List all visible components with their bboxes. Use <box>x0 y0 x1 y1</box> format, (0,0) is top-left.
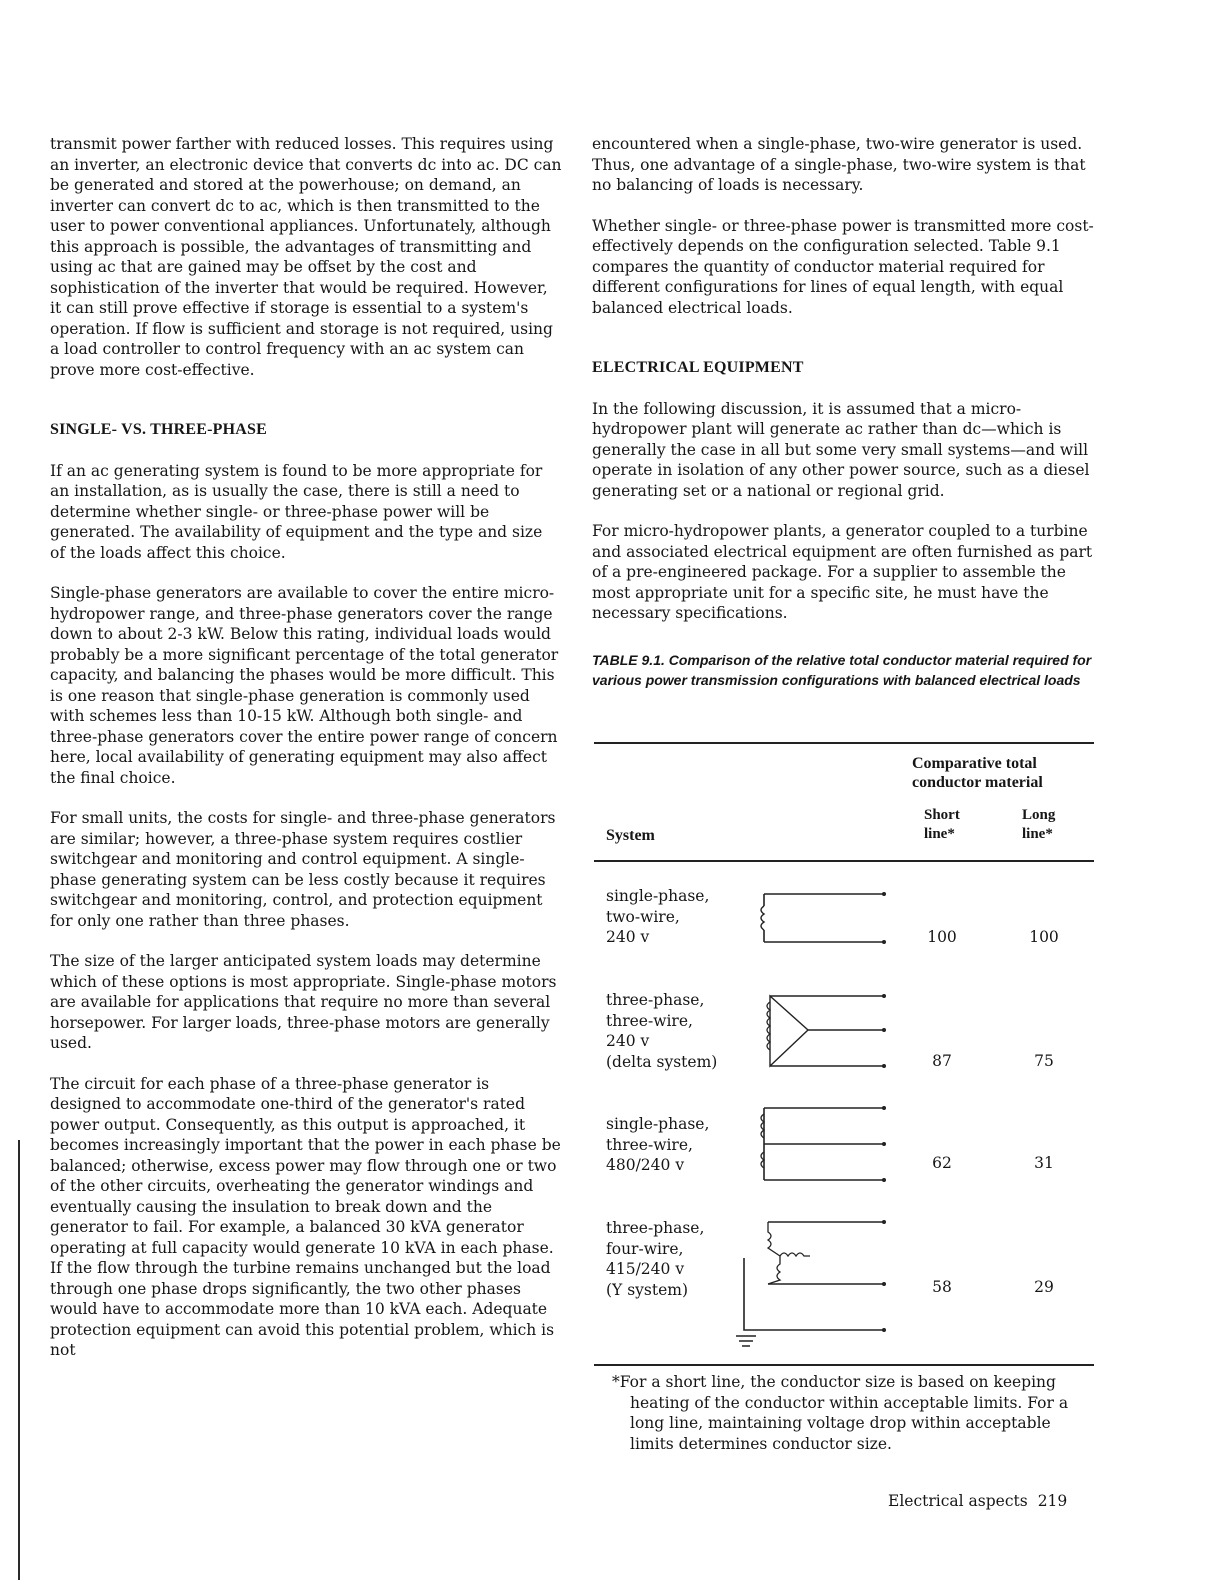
table-caption <box>592 650 1098 690</box>
column-header-short-line: Short line* <box>924 807 960 842</box>
section-heading-single-vs-three-phase: SINGLE- VS. THREE-PHASE <box>50 421 267 438</box>
single-phase-two-wire-diagram <box>750 882 890 952</box>
long-line-value-4: 29 <box>1034 1278 1054 1296</box>
system-line: three-phase, <box>606 1219 705 1237</box>
right-paragraph-1: encountered when a single-phase, two-wire generator is used. Thus, one advantage of a single-phase, two-wire system is that no balancing of loads is necessary. <box>592 135 1086 194</box>
right-paragraph-3: In the following discussion, it is assumed that a micro-hydropower plant will generate ac rather than dc—which is generally the case in all but some very small systems—and will operate in isolation of any other power source, such as a diesel generating set or a national or regional grid. <box>592 399 1090 500</box>
short-line-value-4: 58 <box>932 1278 952 1296</box>
long-line-value-2: 75 <box>1034 1052 1054 1070</box>
left-paragraph-6: The circuit for each phase of a three-phase generator is designed to accommodate one-third of the generator's rated power output. Consequently, as this output is approached, it becomes increasingly important that the power in each phase be balanced; otherwise, excess power may flow through one or two of the other circuits, overheating the generator windings and eventually causing the insulation to break down and the generator to fail. For example, a balanced 30 kVA generator operating at full capacity would generate 10 kVA in each phase. If the flow through the turbine remains unchanged but the load through one phase drops significantly, the two other phases would have to accommodate more than 10 kVA each. Adequate protection equipment can avoid this potential problem, which is not <box>50 1074 561 1359</box>
system-line: single-phase, <box>606 1115 710 1133</box>
table-top-rule <box>594 742 1094 744</box>
left-paragraph-2: If an ac generating system is found to be more appropriate for an installation, as is usually the case, there is still a need to determine whether single- or three-phase power will be generated. The availability of equipment and the type and size of the loads affect this choice. <box>50 461 543 562</box>
column-header-system: System <box>606 827 655 844</box>
left-paragraph-3: Single-phase generators are available to cover the entire micro-hydropower range, and three-phase generators cover the range down to about 2-3 kW. Below this rating, individual loads would probably be a more significant percentage of the total generator capacity, and balancing the phases would be more difficult. This is one reason that single-phase generation is commonly used with schemes less than 10-15 kW. Although both single- and three-phase generators cover the entire power range of concern here, local availability of generating equipment may also affect the final choice. <box>50 584 559 787</box>
table-caption-text: Comparison of the relative total conductor material required for various power transmission configurations with balanced electrical loads <box>592 651 1092 688</box>
right-paragraph-4: For micro-hydropower plants, a generator coupled to a turbine and associated electrical equipment are often furnished as part of a pre-engineered package. For a supplier to assemble the most appropriate unit for a specific site, he must have the necessary specifications. <box>592 522 1093 622</box>
left-paragraph-1: transmit power farther with reduced losses. This requires using an inverter, an electronic device that converts dc into ac. DC can be generated and stored at the powerhouse; on demand, an inverter can convert dc to ac, which is then transmitted to the user to power conventional appliances. Unfortunately, although this approach is possible, the advantages of transmitting and using ac that are gained may be offset by the cost and sophistication of the inverter that would be required. However, it can still prove effective if storage is essential to a system's operation. If flow is sufficient and storage is not required, using a load controller to control frequency with an ac system can prove more cost-effective. <box>50 135 562 379</box>
running-footer-section: Electrical aspects <box>888 1492 1028 1510</box>
right-paragraph-2: Whether single- or three-phase power is transmitted more cost-effectively depends on the configuration selected. Table 9.1 compares the quantity of conductor material required for different configurations for lines of equal length, with equal balanced electrical loads. <box>592 216 1094 317</box>
group-header-line-1: Comparative total <box>912 755 1037 772</box>
table-bottom-rule <box>594 1364 1094 1366</box>
page-number: 219 <box>1037 1492 1068 1510</box>
single-phase-three-wire-diagram <box>750 1100 890 1190</box>
conductor-comparison-table <box>594 742 1094 1462</box>
left-paragraph-4: For small units, the costs for single- and three-phase generators are similar; however, a three-phase system requires costlier switchgear and monitoring and control equipment. A single-phase generating system can be less costly because it requires switchgear and monitoring, control, and protection equipment for only one rather than three phases. <box>50 809 556 930</box>
system-line: 415/240 v <box>606 1260 685 1278</box>
table-header-rule <box>594 860 1094 862</box>
system-line: three-phase, <box>606 991 705 1009</box>
table-footnote <box>594 1372 1094 1454</box>
system-line: 240 v <box>606 1032 650 1050</box>
table-caption-label: TABLE 9.1. <box>592 651 665 668</box>
short-line-value-1: 100 <box>927 928 957 946</box>
system-line: (Y system) <box>606 1280 689 1299</box>
left-column <box>50 134 562 1381</box>
long-line-value-3: 31 <box>1034 1154 1054 1172</box>
table-row-system-4 <box>606 1218 704 1300</box>
three-phase-delta-diagram <box>750 986 890 1076</box>
long-line-value-1: 100 <box>1029 928 1059 946</box>
left-paragraph-5: The size of the larger anticipated system loads may determine which of these options is most appropriate. Single-phase motors are available for applications that require no more than several horsepower. For larger loads, three-phase motors are generally used. <box>50 952 557 1052</box>
three-phase-y-diagram <box>734 1212 894 1352</box>
system-line: four-wire, <box>606 1239 684 1258</box>
system-line: 480/240 v <box>606 1156 685 1174</box>
short-line-value-2: 87 <box>932 1052 952 1070</box>
group-header-line-2: conductor material <box>912 774 1043 791</box>
system-line: single-phase, <box>606 887 710 905</box>
short-line-value-3: 62 <box>932 1154 952 1172</box>
table-row-system-2 <box>606 990 717 1072</box>
table-row-system-1 <box>606 886 709 948</box>
system-line: 240 v <box>606 928 650 946</box>
table-row-system-3 <box>606 1114 709 1176</box>
system-line: three-wire, <box>606 1135 693 1154</box>
system-line: two-wire, <box>606 907 680 926</box>
group-header <box>912 754 1092 792</box>
right-column <box>592 134 1098 706</box>
page-footer <box>888 1492 1067 1510</box>
system-line: (delta system) <box>606 1052 718 1071</box>
section-heading-electrical-equipment: ELECTRICAL EQUIPMENT <box>592 359 804 376</box>
page-edge-rule <box>18 1140 20 1580</box>
column-header-long-line: Long line* <box>1022 807 1056 842</box>
system-line: three-wire, <box>606 1011 693 1030</box>
footnote-text: *For a short line, the conductor size is based on keeping heating of the conductor within acceptable limits. For a long line, maintaining voltage drop within acceptable limits determines conductor size. <box>612 1373 1069 1453</box>
